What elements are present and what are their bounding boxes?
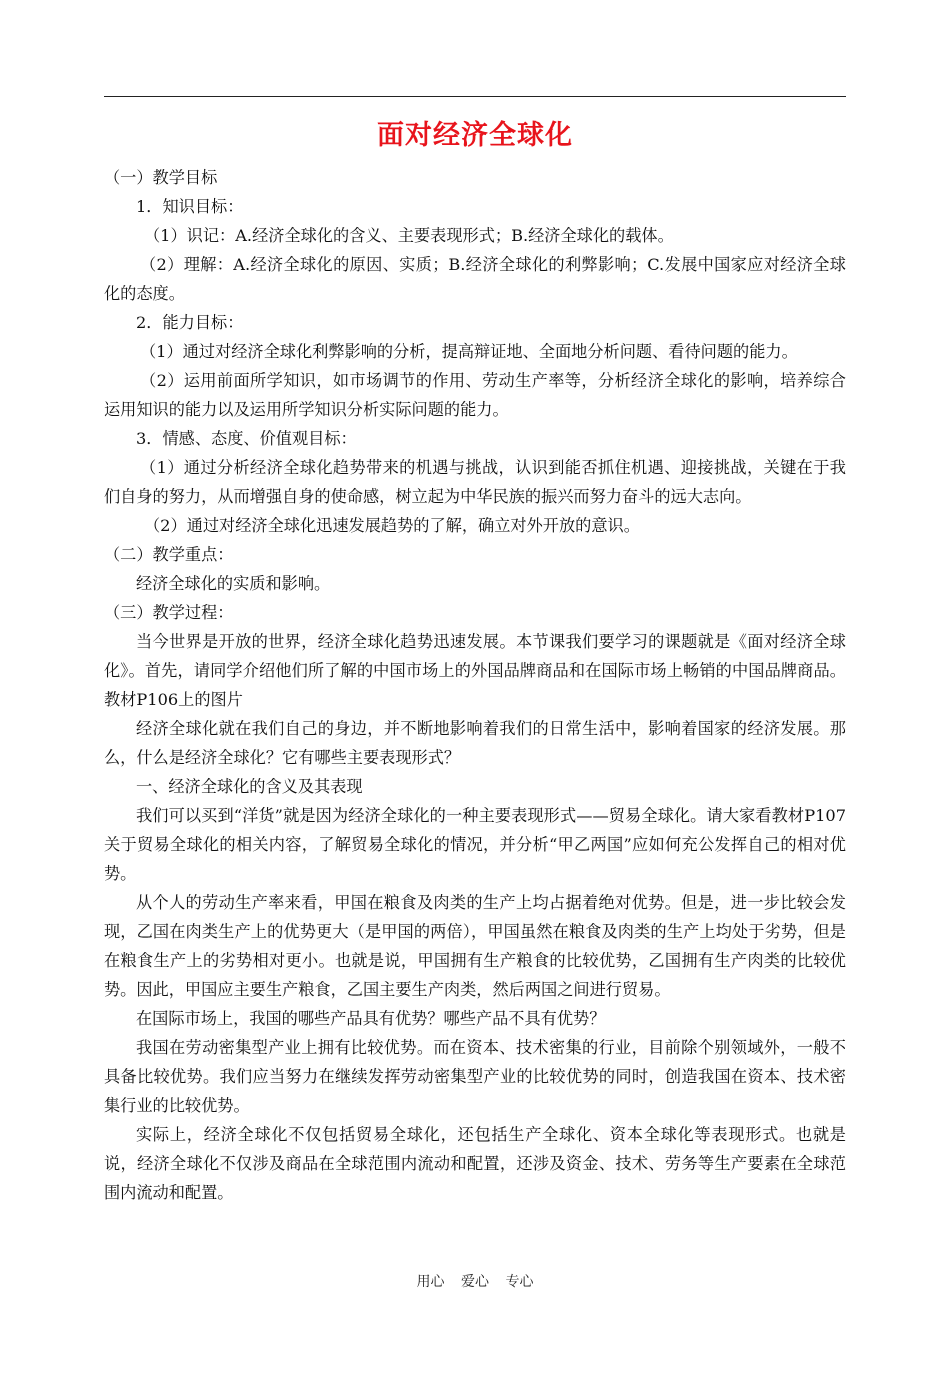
paragraph: （1）识记：A.经济全球化的含义、主要表现形式；B.经济全球化的载体。 (144, 226, 674, 245)
subheading-meaning: 一、经济全球化的含义及其表现 (136, 777, 363, 796)
paragraph: （2）通过对经济全球化迅速发展趋势的了解，确立对外开放的意识。 (144, 516, 640, 535)
paragraph: （2）运用前面所学知识，如市场调节的作用、劳动生产率等，分析经济全球化的影响，培养综合运用知识的能力以及运用所学知识分析实际问题的能力。 (104, 371, 846, 419)
subheading-ability-goals: 2．能力目标： (136, 313, 244, 332)
paragraph: 从个人的劳动生产率来看，甲国在粮食及肉类的生产上均占据着绝对优势。但是，进一步比较会发现，乙国在肉类生产上的优势更大（是甲国的两倍），甲国虽然在粮食及肉类的生产上均处于劣势，但是在粮食生产上的劣势相对更小。也就是说，甲国拥有生产粮食的比较优势，乙国拥有生产肉类的比较优势。因此，甲国应主要生产粮食，乙国主要生产肉类，然后两国之间进行贸易。 (104, 893, 846, 999)
paragraph: 实际上，经济全球化不仅包括贸易全球化，还包括生产全球化、资本全球化等表现形式。也就是说，经济全球化不仅涉及商品在全球范围内流动和配置，还涉及资金、技术、劳务等生产要素在全球范围内流动和配置。 (104, 1125, 846, 1202)
paragraph: 在国际市场上，我国的哪些产品具有优势？哪些产品不具有优势？ (136, 1009, 606, 1028)
subheading-values-goals: 3．情感、态度、价值观目标： (136, 429, 357, 448)
paragraph: 当今世界是开放的世界，经济全球化趋势迅速发展。本节课我们要学习的课题就是《面对经济全球化》。首先，请同学介绍他们所了解的中国市场上的外国品牌商品和在国际市场上畅销的中国品牌商品。教材P106上的图片 (104, 632, 846, 709)
paragraph: （1）通过对经济全球化利弊影响的分析，提高辩证地、全面地分析问题、看待问题的能力。 (140, 342, 798, 361)
paragraph: （2）理解：A.经济全球化的原因、实质；B.经济全球化的利弊影响；C.发展中国家应对经济全球化的态度。 (104, 255, 846, 303)
section-heading-key-points: （二）教学重点： (104, 545, 234, 564)
subheading-knowledge-goals: 1．知识目标： (136, 197, 244, 216)
paragraph: 经济全球化就在我们自己的身边，并不断地影响着我们的日常生活中，影响着国家的经济发展。那么，什么是经济全球化？它有哪些主要表现形式？ (104, 719, 846, 767)
paragraph: 经济全球化的实质和影响。 (136, 574, 331, 593)
paragraph: （1）通过分析经济全球化趋势带来的机遇与挑战，认识到能否抓住机遇、迎接挑战，关键在于我们自身的努力，从而增强自身的使命感，树立起为中华民族的振兴而努力奋斗的远大志向。 (104, 458, 846, 506)
page-footer: 用心 爱心 专心 (416, 1274, 534, 1290)
document-body (104, 163, 846, 1207)
header-rule (104, 96, 846, 97)
paragraph: 我国在劳动密集型产业上拥有比较优势。而在资本、技术密集的行业，目前除个别领域外，一般不具备比较优势。我们应当努力在继续发挥劳动密集型产业的比较优势的同时，创造我国在资本、技术密集行业的比较优势。 (104, 1038, 846, 1115)
paragraph: 我们可以买到“洋货”就是因为经济全球化的一种主要表现形式——贸易全球化。请大家看教材P107关于贸易全球化的相关内容，了解贸易全球化的情况，并分析“甲乙两国”应如何充公发挥自己的相对优势。 (104, 806, 846, 883)
section-heading-process: （三）教学过程： (104, 603, 234, 622)
document-title: 面对经济全球化 (377, 120, 573, 151)
section-heading-objectives: （一）教学目标 (104, 168, 218, 187)
